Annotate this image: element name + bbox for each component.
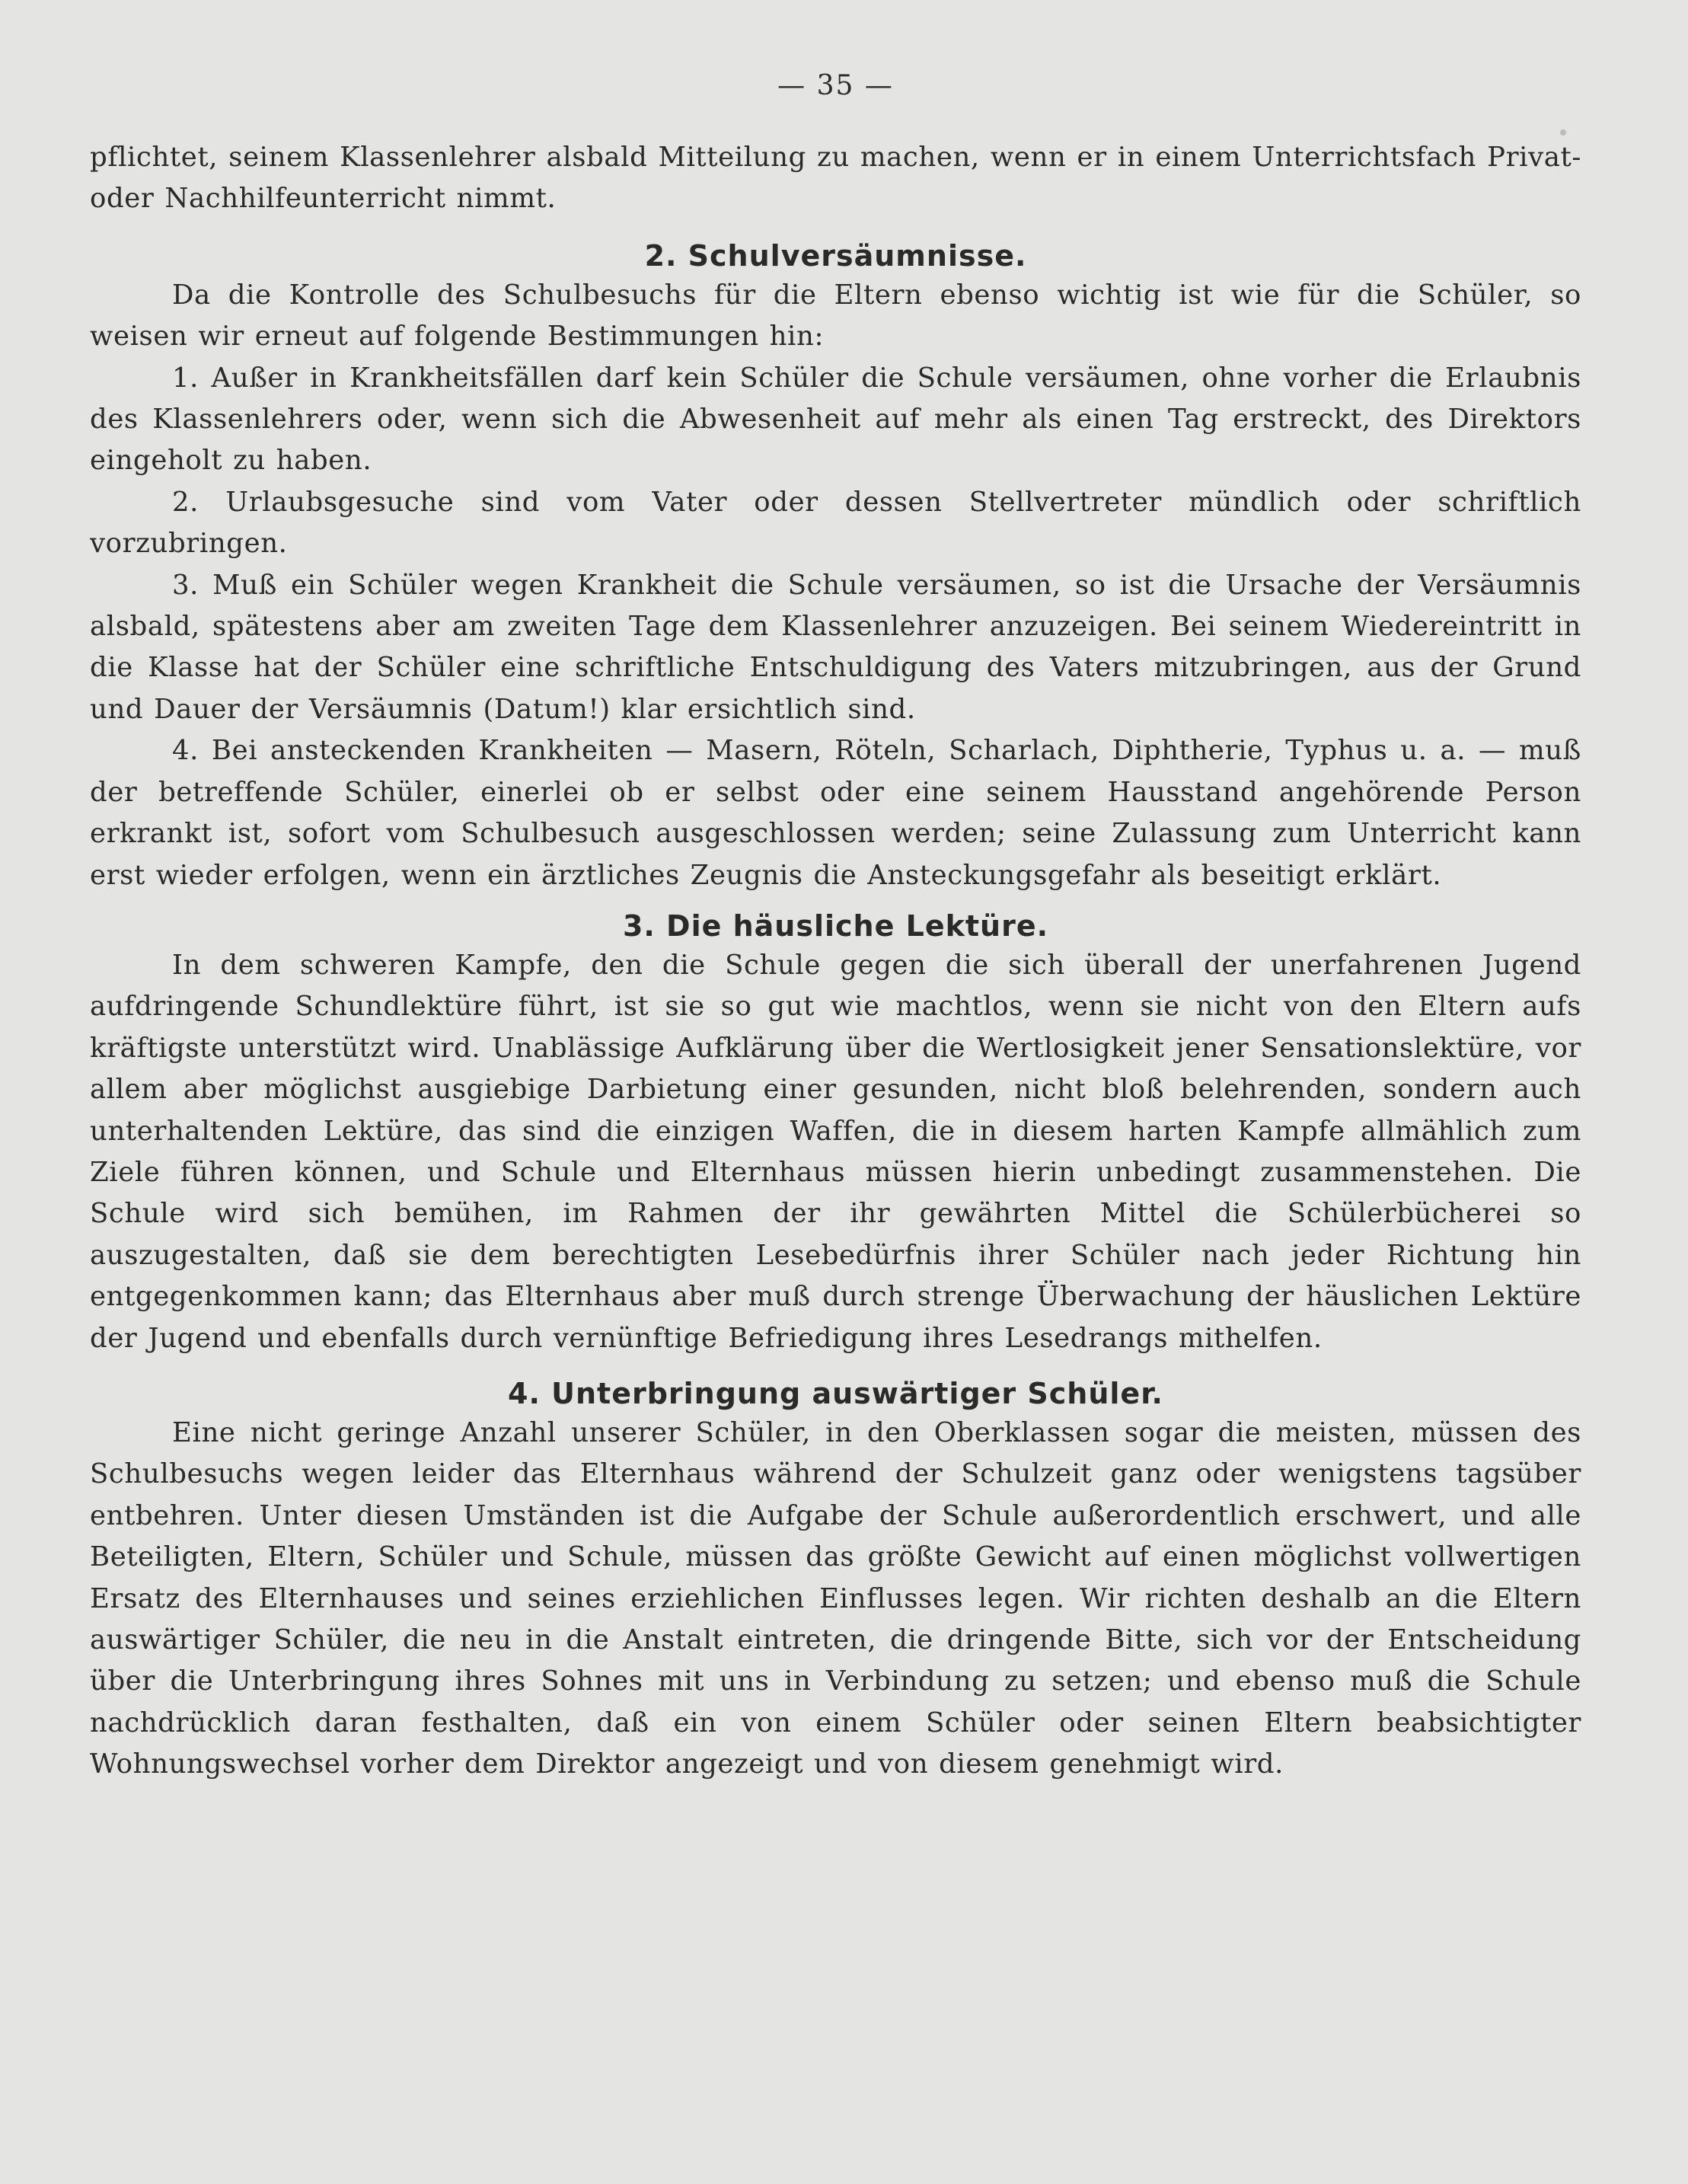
continued-paragraph: pflichtet, seinem Klassenlehrer alsbald Mitteilung zu machen, wenn er in einem Unterrichtsfach Privat- oder Nachhilfeunterricht nimmt. — [90, 142, 1581, 215]
rule-item-4: 4. Bei ansteckenden Krankheiten — Masern, Röteln, Scharlach, Diphtherie, Typhus u. a. — muß der betreffende Schüler, einerlei ob er selbst oder eine seinem Hausstand angehörende Person erkrankt ist, sofort vom Schulbesuch ausgeschlossen werden; seine Zulassung zum Unterricht kann erst wieder erfolgen, wenn ein ärztliches Zeugnis die Ansteckungsgefahr als beseitigt erklärt. — [90, 735, 1581, 891]
rule-item-3: 3. Muß ein Schüler wegen Krankheit die Schule versäumen, so ist die Ursache der Versäumnis alsbald, spätestens aber am zweiten Tage dem Klassenlehrer anzuzeigen. Bei seinem Wiedereintritt in die Klasse hat der Schüler eine schriftliche Entschuldigung des Vaters mitzubringen, aus der Grund und Dauer der Versäumnis (Datum!) klar ersichtlich sind. — [90, 569, 1581, 725]
section-heading-haeusliche-lektuere: 3. Die häusliche Lektüre. — [622, 908, 1049, 943]
section-heading-unterbringung: 4. Unterbringung auswärtiger Schüler. — [508, 1376, 1163, 1410]
section2-intro: Da die Kontrolle des Schulbesuchs für die Eltern ebenso wichtig ist wie für die Schüler, so weisen wir erneut auf folgende Bestimmungen hin: — [90, 279, 1581, 353]
rule-item-2: 2. Urlaubsgesuche sind vom Vater oder dessen Stellvertreter mündlich oder schriftlich vorzubringen. — [90, 486, 1581, 560]
paper-spot-decoration — [1560, 129, 1566, 136]
page-number: — 35 — — [777, 70, 894, 101]
section3-paragraph: In dem schweren Kampfe, den die Schule gegen die sich überall der unerfahrenen Jugend aufdringende Schundlektüre führt, ist sie so gut wie machtlos, wenn sie nicht von den Eltern aufs kräftigste unterstützt wird. Unablässige Aufklärung über die Wertlosigkeit jener Sensationslektüre, vor allem aber möglichst ausgiebige Darbietung einer gesunden, nicht bloß belehrenden, sondern auch unterhaltenden Lektüre, das sind die einzigen Waffen, die in diesem harten Kampfe allmählich zum Ziele führen können, und Schule und Elternhaus müssen hierin unbedingt zusammenstehen. Die Schule wird sich bemühen, im Rahmen der ihr gewährten Mittel die Schülerbücherei so auszugestalten, daß sie dem berechtigten Lesebedürfnis ihrer Schüler nach jeder Richtung hin entgegenkommen kann; das Elternhaus aber muß durch strenge Überwachung der häuslichen Lektüre der Jugend und ebenfalls durch vernünftige Befriedigung ihres Lesedrangs mithelfen. — [90, 949, 1581, 1354]
rule-item-1: 1. Außer in Krankheitsfällen darf kein Schüler die Schule versäumen, ohne vorher die Erlaubnis des Klassenlehrers oder, wenn sich die Abwesenheit auf mehr als einen Tag erstreckt, des Direktors eingeholt zu haben. — [90, 362, 1581, 477]
section4-paragraph: Eine nicht geringe Anzahl unserer Schüler, in den Oberklassen sogar die meisten, müssen des Schulbesuchs wegen leider das Elternhaus während der Schulzeit ganz oder wenigstens tagsüber entbehren. Unter diesen Umständen ist die Aufgabe der Schule außerordentlich erschwert, und alle Beteiligten, Eltern, Schüler und Schule, müssen das größte Gewicht auf einen möglichst vollwertigen Ersatz des Elternhauses und seines erziehlichen Einflusses legen. Wir richten deshalb an die Eltern auswärtiger Schüler, die neu in die Anstalt eintreten, die dringende Bitte, sich vor der Entscheidung über die Unterbringung ihres Sohnes mit uns in Verbindung zu setzen; und ebenso muß die Schule nachdrücklich daran festhalten, daß ein von einem Schüler oder seinen Eltern beabsichtigter Wohnungswechsel vorher dem Direktor angezeigt und von diesem genehmigt wird. — [90, 1416, 1581, 1780]
section-heading-schulversaeumnisse: 2. Schulversäumnisse. — [644, 238, 1027, 273]
